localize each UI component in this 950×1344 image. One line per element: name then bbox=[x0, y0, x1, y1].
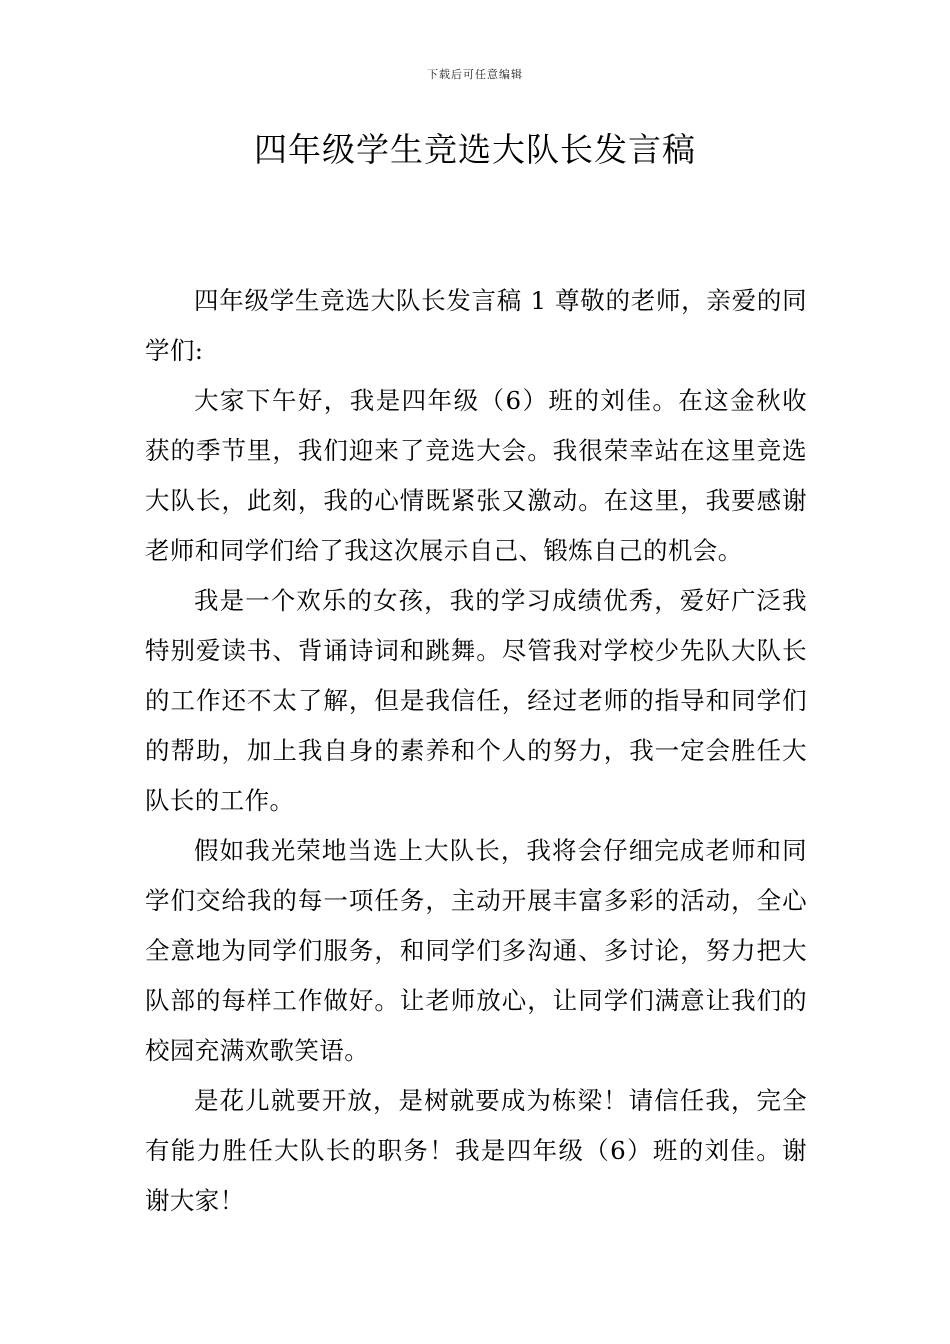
paragraph-5: 是花儿就要开放，是树就要成为栋梁！请信任我，完全有能力胜任大队长的职务！我是四年级（6）班的刘佳。谢谢大家！ bbox=[145, 1086, 807, 1215]
paragraph-2: 大家下午好，我是四年级（6）班的刘佳。在这金秋收获的季节里，我们迎来了竞选大会。我很荣幸站在这里竞选大队长，此刻，我的心情既紧张又激动。在这里，我要感谢老师和同学们给了我这次展示自己、锻炼自己的机会。 bbox=[145, 386, 807, 565]
header-note: 下载后可任意编辑 bbox=[427, 68, 523, 81]
paragraph-3: 我是一个欢乐的女孩，我的学习成绩优秀，爱好广泛我特别爱读书、背诵诗词和跳舞。尽管我对学校少先队大队长的工作还不太了解，但是我信任，经过老师的指导和同学们的帮助，加上我自身的素养和个人的努力，我一定会胜任大队长的工作。 bbox=[145, 586, 807, 815]
document-body bbox=[145, 276, 807, 1226]
paragraph-4: 假如我光荣地当选上大队长，我将会仔细完成老师和同学们交给我的每一项任务，主动开展丰富多彩的活动，全心全意地为同学们服务，和同学们多沟通、多讨论，努力把大队部的每样工作做好。让老师放心，让同学们满意让我们的校园充满欢歌笑语。 bbox=[145, 836, 807, 1065]
document-title: 四年级学生竞选大队长发言稿 bbox=[254, 130, 696, 169]
paragraph-1: 四年级学生竞选大队长发言稿 1 尊敬的老师，亲爱的同学们: bbox=[145, 286, 807, 365]
